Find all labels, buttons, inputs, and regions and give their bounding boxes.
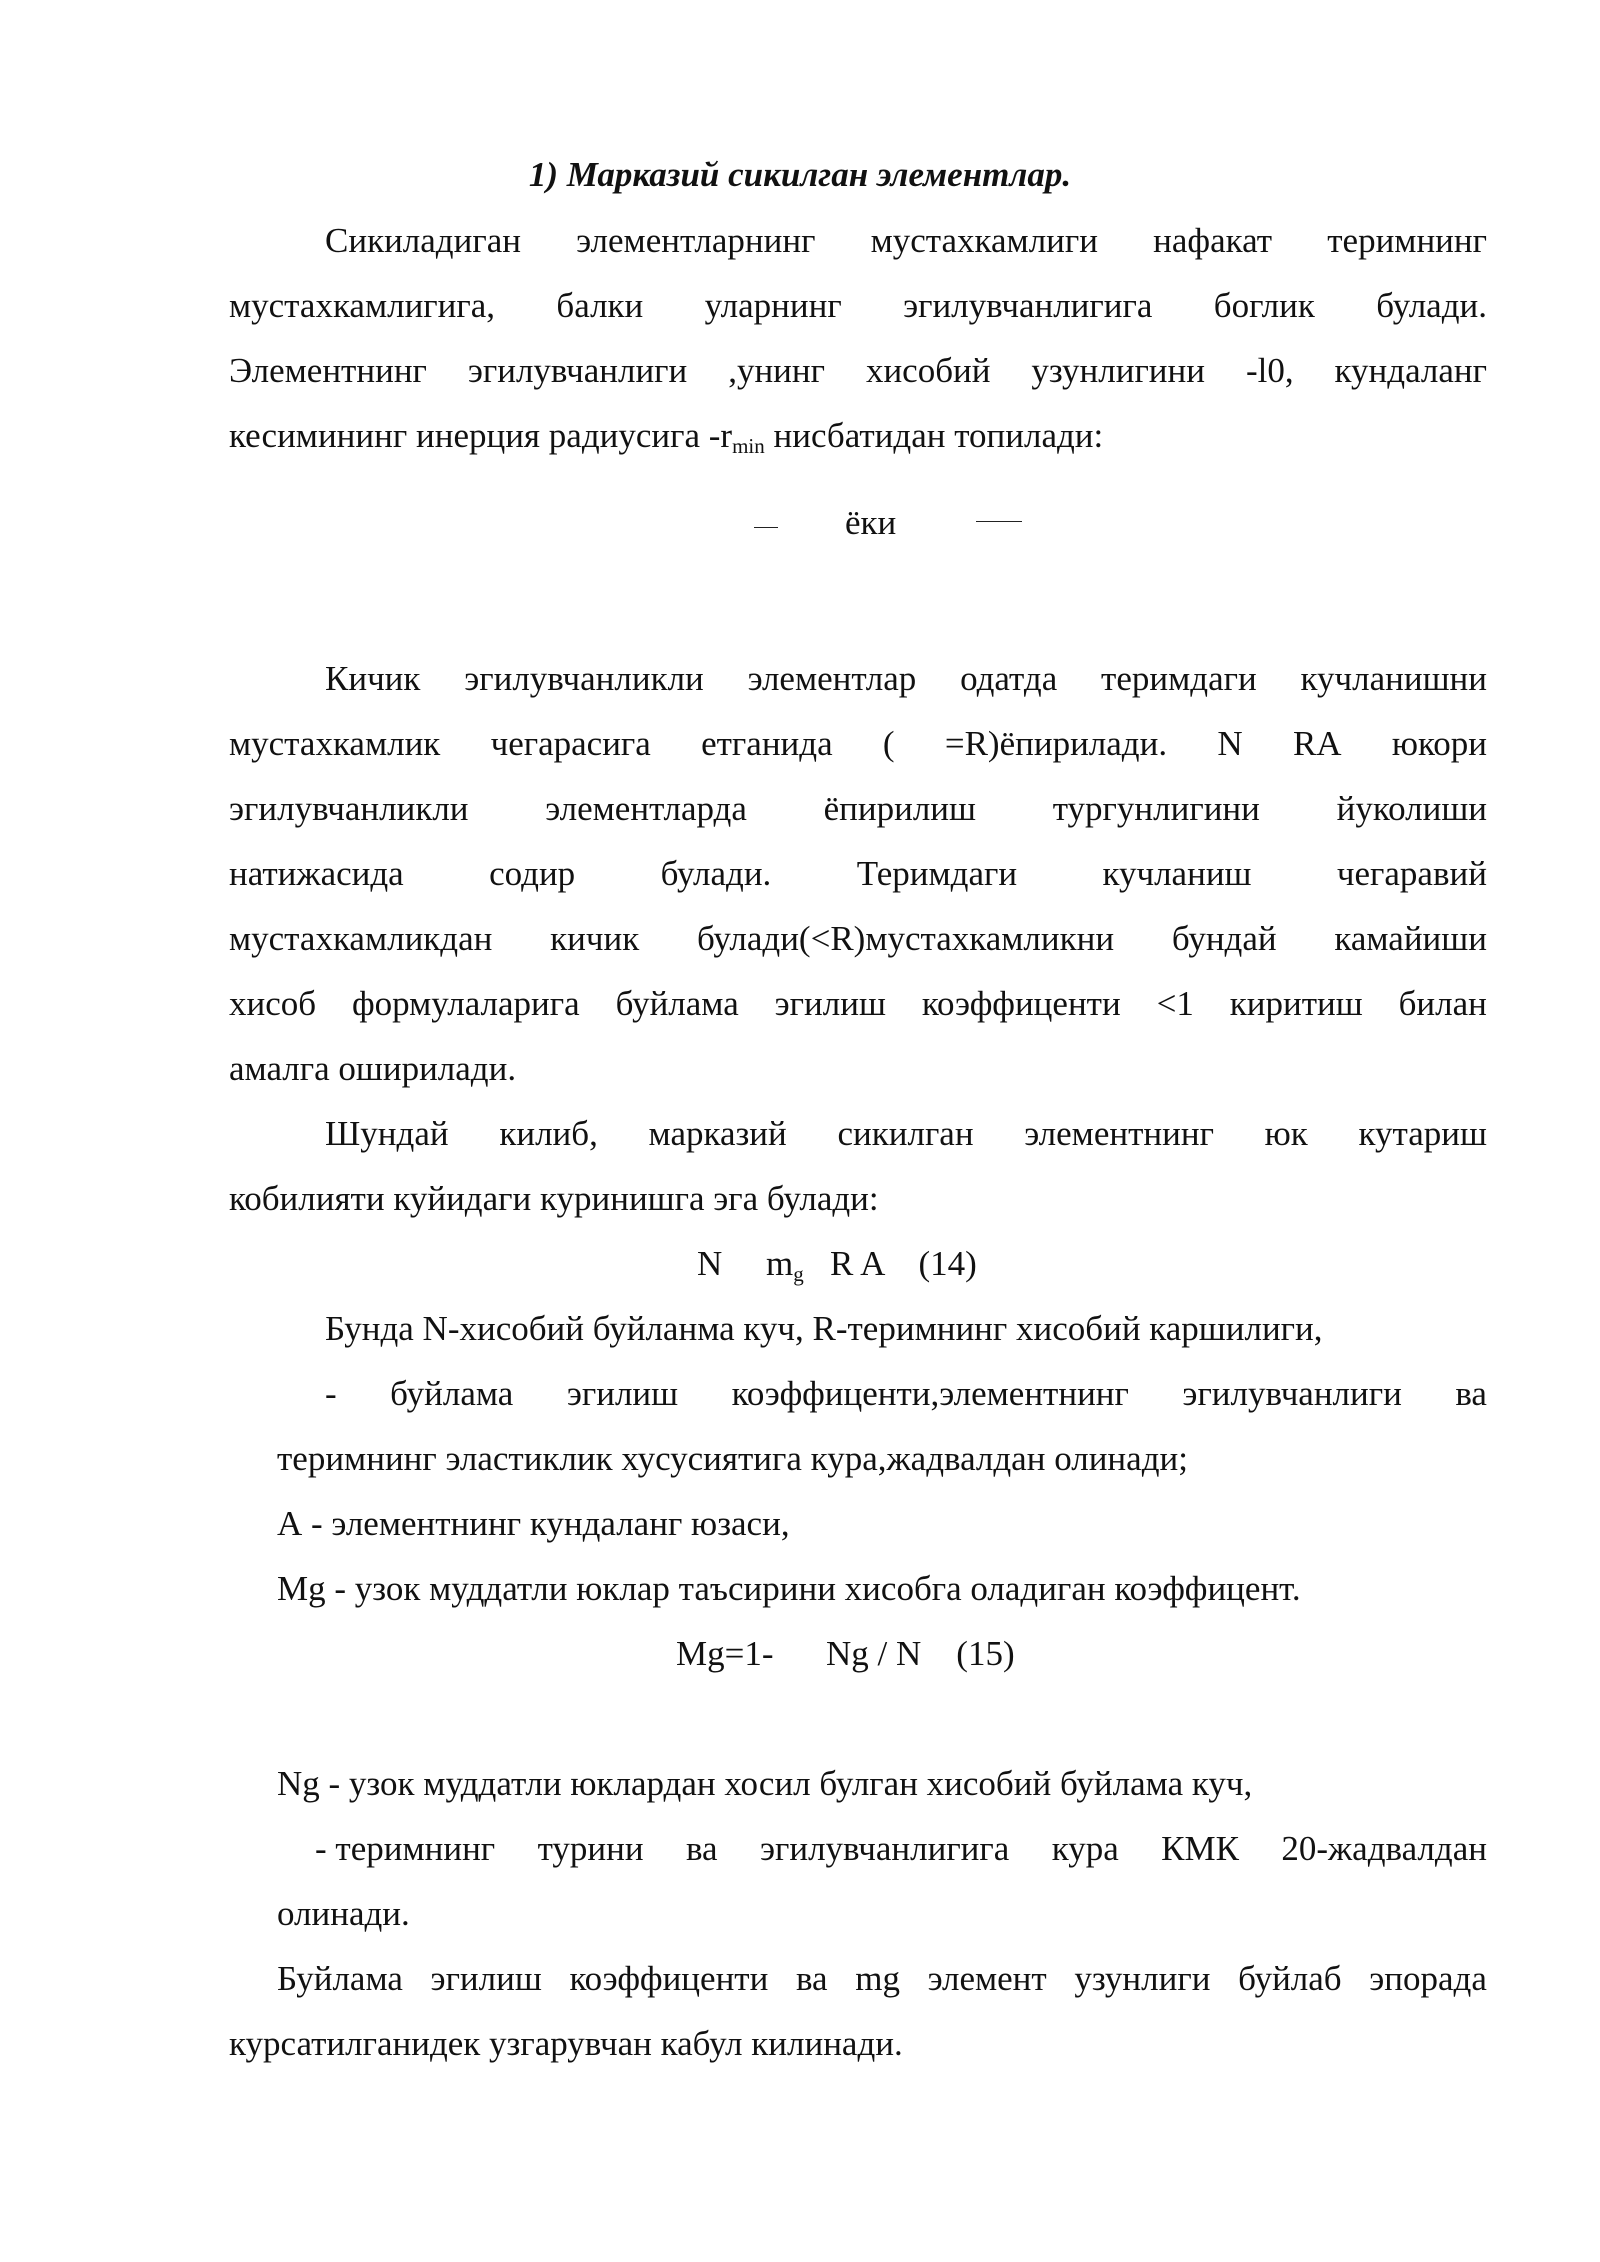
word: кучланиш — [1102, 854, 1252, 893]
word: теримнинг — [1327, 221, 1487, 260]
word: элементларнинг — [576, 221, 816, 260]
word: балки — [556, 286, 644, 325]
word: эгилиш — [774, 984, 886, 1023]
p4-line-5: Mg - узок муддатли юклар таъсирини хисобга оладиган коэффицент. — [277, 1569, 1301, 1608]
word: - теримнинг — [315, 1829, 496, 1868]
word: нафакат — [1153, 221, 1273, 260]
word: килиб, — [499, 1114, 598, 1153]
word: эгилувчанлигига — [903, 286, 1153, 325]
word: булади. — [1376, 286, 1487, 325]
word: элементлар — [747, 659, 917, 698]
word: эгилиш — [566, 1374, 679, 1413]
word: формулаларига — [351, 984, 580, 1023]
word: одатда — [960, 659, 1058, 698]
p3-line-1 — [325, 1101, 1487, 1166]
p5-line-4 — [277, 1946, 1487, 2011]
p1-line-4 — [229, 403, 1487, 468]
word: КМК — [1161, 1829, 1239, 1868]
section-title: 1) Марказий сикилган элементлар. — [528, 155, 1072, 194]
word: турини — [537, 1829, 644, 1868]
word: йуколиши — [1336, 789, 1487, 828]
p5-line-3: олинади. — [277, 1894, 410, 1933]
word: эгилувчанликли — [464, 659, 704, 698]
p4-line-3: теримнинг эластиклик хусусиятига кура,жадвалдан олинади; — [277, 1439, 1188, 1478]
p2-line-4 — [229, 841, 1487, 906]
word: Сикиладиган — [325, 221, 521, 260]
word: етганида — [701, 724, 833, 763]
word: Шундай — [325, 1114, 449, 1153]
word: юкори — [1391, 724, 1487, 763]
p2-line-1 — [325, 646, 1487, 711]
word: мустахкамлиги — [870, 221, 1098, 260]
word: кундаланг — [1334, 351, 1487, 390]
p1-line-4-tail: нисбатидан топилади: — [764, 416, 1104, 455]
word: камайиши — [1334, 919, 1487, 958]
word: =R)ёпирилади. — [944, 724, 1168, 763]
word: кутариш — [1358, 1114, 1487, 1153]
word: булади. — [660, 854, 772, 893]
word: бундай — [1171, 919, 1277, 958]
word: хисобий — [865, 351, 991, 390]
word: ( — [882, 724, 895, 763]
word: эгилувчанлиги — [467, 351, 688, 390]
p4-line-2 — [325, 1361, 1487, 1426]
word: кучланишни — [1300, 659, 1487, 698]
p1-line-4-text: кесимининг инерция радиусига -r — [229, 416, 733, 455]
word: ,унинг — [728, 351, 825, 390]
r-min-subscript: min — [732, 434, 765, 458]
word: <1 — [1156, 984, 1194, 1023]
formula-14 — [697, 1231, 1117, 1296]
word: киритиш — [1229, 984, 1363, 1023]
word: ва — [1455, 1374, 1487, 1413]
word: mg — [855, 1959, 900, 1998]
word: RA — [1292, 724, 1342, 763]
formula-dash-left — [754, 527, 778, 528]
word: эгилувчанликли — [229, 789, 469, 828]
p1-line-2 — [229, 273, 1487, 338]
word: коэффиценти — [921, 984, 1121, 1023]
word: чегарасига — [490, 724, 651, 763]
p2-line-7: амалга оширилади. — [229, 1049, 517, 1088]
formula-15: Mg=1- Ng / N (15) — [676, 1634, 1015, 1673]
word: юк — [1264, 1114, 1308, 1153]
word: мустахкамликдан — [229, 919, 493, 958]
word: чегаравий — [1336, 854, 1487, 893]
p4-line-4: А - элементнинг кундаланг юзаси, — [277, 1504, 790, 1543]
word: ва — [795, 1959, 828, 1998]
word: буйлама — [390, 1374, 514, 1413]
formula-14-main: N m — [697, 1244, 794, 1283]
word: буйлаб — [1238, 1959, 1342, 1998]
word: 20-жадвалдан — [1281, 1829, 1487, 1868]
word: элементнинг — [1024, 1114, 1214, 1153]
word: узунлиги — [1074, 1959, 1211, 1998]
p2-line-3 — [229, 776, 1487, 841]
word: уларнинг — [704, 286, 842, 325]
p5-line-2 — [315, 1816, 1487, 1881]
word: боглик — [1213, 286, 1315, 325]
p5-line-5: курсатилганидек узгарувчан кабул килинади. — [229, 2024, 903, 2063]
formula-14-tail: R A (14) — [803, 1244, 977, 1283]
p2-line-5 — [229, 906, 1487, 971]
word: N — [1217, 724, 1243, 763]
word: кичик — [550, 919, 640, 958]
word: эгилувчанлигига — [759, 1829, 1010, 1868]
word: элемент — [927, 1959, 1047, 1998]
word: мустахкамлигига, — [229, 286, 496, 325]
word: мустахкамлик — [229, 724, 441, 763]
word: теримдаги — [1101, 659, 1257, 698]
p1-line-3 — [229, 338, 1487, 403]
word: билан — [1398, 984, 1487, 1023]
word: марказий — [648, 1114, 787, 1153]
word: содир — [489, 854, 576, 893]
word: буйлама — [615, 984, 739, 1023]
word: -l0, — [1245, 351, 1294, 390]
word: узунлигини — [1031, 351, 1205, 390]
word: ёпирилиш — [823, 789, 976, 828]
word: эгилувчанлиги — [1182, 1374, 1402, 1413]
word: Буйлама — [277, 1959, 403, 1998]
p2-line-2 — [229, 711, 1487, 776]
word: - — [325, 1374, 337, 1413]
p1-line-1 — [325, 208, 1487, 273]
word: тургунлигини — [1052, 789, 1260, 828]
p3-line-2: кобилияти куйидаги куринишга эга булади: — [229, 1179, 879, 1218]
p5-line-1: Ng - узок муддатли юклардан хосил булган хисобий буйлама куч, — [277, 1764, 1253, 1803]
word: натижасида — [229, 854, 404, 893]
word: сикилган — [837, 1114, 974, 1153]
word: эгилиш — [430, 1959, 542, 1998]
word: Теримдаги — [856, 854, 1018, 893]
word: кура — [1051, 1829, 1119, 1868]
word: ва — [685, 1829, 718, 1868]
word: коэффиценти,элементнинг — [731, 1374, 1129, 1413]
p2-line-6 — [229, 971, 1487, 1036]
formula-14-subscript: g — [793, 1262, 804, 1286]
word: Кичик — [325, 659, 421, 698]
word: эпорада — [1369, 1959, 1487, 1998]
word: Элементнинг — [229, 351, 427, 390]
word: хисоб — [229, 984, 317, 1023]
p4-line-1: Бунда N-хисобий буйланма куч, R-теримнинг хисобий каршилиги, — [325, 1309, 1323, 1348]
word: элементларда — [545, 789, 747, 828]
formula-or: ёки — [845, 503, 897, 542]
word: булади(<R)мустахкамликни — [696, 919, 1115, 958]
formula-dash-right — [976, 521, 1022, 522]
word: коэффиценти — [569, 1959, 769, 1998]
